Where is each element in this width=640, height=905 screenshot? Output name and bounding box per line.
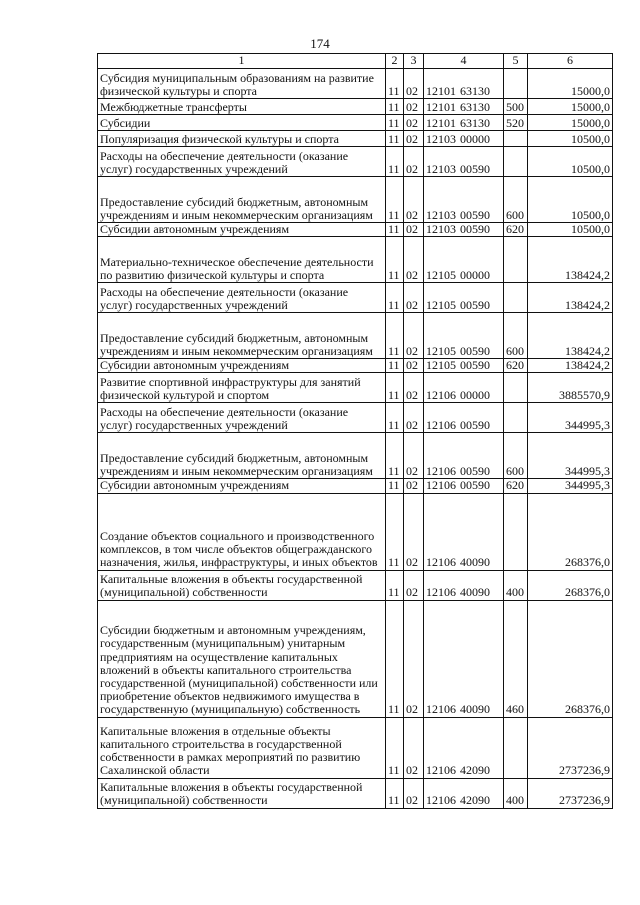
row-subsection-code: 02 bbox=[404, 99, 424, 115]
row-target-article bbox=[424, 433, 504, 479]
row-description: Популяризация физической культуры и спорта bbox=[98, 131, 386, 147]
target-article-program: 12106 bbox=[426, 464, 456, 479]
row-description: Капитальные вложения в отдельные объекты капитального строительства в государственной собственности в рамках мероприятий по развитию Сахалинской области bbox=[98, 717, 386, 778]
row-target-article bbox=[424, 570, 504, 600]
row-description: Расходы на обеспечение деятельности (оказание услуг) государственных учреждений bbox=[98, 147, 386, 177]
row-expense-type: 460 bbox=[504, 600, 528, 717]
row-amount: 268376,0 bbox=[528, 493, 613, 570]
target-article-direction: 00590 bbox=[460, 298, 490, 312]
table-row bbox=[98, 373, 613, 403]
target-article-direction: 40090 bbox=[460, 702, 490, 717]
column-header-2: 2 bbox=[386, 54, 404, 69]
row-target-article bbox=[424, 778, 504, 808]
row-expense-type: 400 bbox=[504, 778, 528, 808]
table-row bbox=[98, 131, 613, 147]
row-amount: 138424,2 bbox=[528, 237, 613, 283]
target-article-program: 12106 bbox=[426, 388, 456, 403]
row-amount: 138424,2 bbox=[528, 283, 613, 313]
row-section-code: 11 bbox=[386, 493, 404, 570]
row-section-code: 11 bbox=[386, 115, 404, 131]
row-expense-type bbox=[504, 493, 528, 570]
row-description: Субсидии автономным учреждениям bbox=[98, 479, 386, 493]
target-article-program: 12101 bbox=[426, 83, 456, 98]
row-amount: 268376,0 bbox=[528, 570, 613, 600]
table-row bbox=[98, 717, 613, 778]
row-section-code: 11 bbox=[386, 177, 404, 223]
row-amount: 10500,0 bbox=[528, 223, 613, 237]
row-description: Развитие спортивной инфраструктуры для занятий физической культурой и спортом bbox=[98, 373, 386, 403]
target-article-direction: 00590 bbox=[460, 358, 490, 373]
row-target-article bbox=[424, 237, 504, 283]
row-section-code: 11 bbox=[386, 433, 404, 479]
row-amount: 15000,0 bbox=[528, 69, 613, 99]
row-subsection-code: 02 bbox=[404, 283, 424, 313]
row-description: Создание объектов социального и производственного комплексов, в том числе объектов общегражданского назначения, жилья, инфраструктуры, и иных объектов bbox=[98, 493, 386, 570]
row-expense-type: 600 bbox=[504, 433, 528, 479]
row-target-article bbox=[424, 493, 504, 570]
row-section-code: 11 bbox=[386, 359, 404, 373]
row-amount: 10500,0 bbox=[528, 177, 613, 223]
target-article-direction: 00590 bbox=[460, 344, 490, 358]
column-header-6: 6 bbox=[528, 54, 613, 69]
target-article-direction: 40090 bbox=[460, 555, 490, 570]
row-subsection-code: 02 bbox=[404, 147, 424, 177]
page-number: 174 bbox=[310, 36, 330, 51]
column-header-4: 4 bbox=[424, 54, 504, 69]
row-target-article bbox=[424, 717, 504, 778]
row-subsection-code: 02 bbox=[404, 359, 424, 373]
table-body bbox=[98, 69, 613, 809]
table-row bbox=[98, 223, 613, 237]
row-section-code: 11 bbox=[386, 99, 404, 115]
row-expense-type bbox=[504, 69, 528, 99]
row-expense-type bbox=[504, 283, 528, 313]
row-expense-type: 520 bbox=[504, 115, 528, 131]
target-article-program: 12101 bbox=[426, 99, 456, 114]
row-subsection-code: 02 bbox=[404, 373, 424, 403]
row-expense-type: 500 bbox=[504, 99, 528, 115]
table-row bbox=[98, 177, 613, 223]
target-article-program: 12106 bbox=[426, 585, 456, 600]
row-subsection-code: 02 bbox=[404, 69, 424, 99]
table-row bbox=[98, 283, 613, 313]
row-expense-type: 400 bbox=[504, 570, 528, 600]
row-subsection-code: 02 bbox=[404, 778, 424, 808]
row-section-code: 11 bbox=[386, 778, 404, 808]
row-target-article bbox=[424, 69, 504, 99]
target-article-program: 12105 bbox=[426, 268, 456, 282]
target-article-direction: 42090 bbox=[460, 763, 490, 778]
table-row bbox=[98, 433, 613, 479]
row-target-article bbox=[424, 403, 504, 433]
table-row bbox=[98, 359, 613, 373]
target-article-program: 12103 bbox=[426, 207, 456, 222]
target-article-program: 12103 bbox=[426, 222, 456, 236]
target-article-program: 12103 bbox=[426, 131, 456, 146]
row-section-code: 11 bbox=[386, 69, 404, 99]
row-expense-type bbox=[504, 147, 528, 177]
target-article-program: 12103 bbox=[426, 161, 456, 176]
row-expense-type: 620 bbox=[504, 359, 528, 373]
target-article-direction: 00590 bbox=[460, 478, 490, 493]
row-target-article bbox=[424, 115, 504, 131]
table-row bbox=[98, 69, 613, 99]
row-target-article bbox=[424, 283, 504, 313]
row-target-article bbox=[424, 373, 504, 403]
row-subsection-code: 02 bbox=[404, 403, 424, 433]
row-amount: 344995,3 bbox=[528, 433, 613, 479]
target-article-direction: 42090 bbox=[460, 793, 490, 808]
row-description: Субсидии bbox=[98, 115, 386, 131]
row-description: Межбюджетные трансферты bbox=[98, 99, 386, 115]
row-section-code: 11 bbox=[386, 479, 404, 493]
row-expense-type bbox=[504, 403, 528, 433]
table-row bbox=[98, 600, 613, 717]
row-description: Предоставление субсидий бюджетным, автономным учреждениям и иным некоммерческим организациям bbox=[98, 313, 386, 359]
target-article-direction: 00590 bbox=[460, 464, 490, 479]
target-article-direction: 63130 bbox=[460, 115, 490, 130]
row-target-article bbox=[424, 600, 504, 717]
target-article-program: 12106 bbox=[426, 478, 456, 493]
table-row bbox=[98, 479, 613, 493]
target-article-program: 12105 bbox=[426, 344, 456, 358]
row-section-code: 11 bbox=[386, 600, 404, 717]
row-description: Предоставление субсидий бюджетным, автономным учреждениям и иным некоммерческим организациям bbox=[98, 433, 386, 479]
row-subsection-code: 02 bbox=[404, 223, 424, 237]
header-row bbox=[98, 54, 613, 69]
target-article-program: 12106 bbox=[426, 793, 456, 808]
column-header-3: 3 bbox=[404, 54, 424, 69]
target-article-program: 12101 bbox=[426, 115, 456, 130]
target-article-direction: 00590 bbox=[460, 207, 490, 222]
row-subsection-code: 02 bbox=[404, 313, 424, 359]
target-article-direction: 00590 bbox=[460, 418, 490, 433]
row-description: Предоставление субсидий бюджетным, автономным учреждениям и иным некоммерческим организациям bbox=[98, 177, 386, 223]
row-section-code: 11 bbox=[386, 131, 404, 147]
row-description: Субсидии автономным учреждениям bbox=[98, 223, 386, 237]
row-description: Субсидия муниципальным образованиям на развитие физической культуры и спорта bbox=[98, 69, 386, 99]
row-amount: 2737236,9 bbox=[528, 778, 613, 808]
row-target-article bbox=[424, 359, 504, 373]
target-article-program: 12105 bbox=[426, 358, 456, 373]
budget-table bbox=[97, 53, 613, 809]
row-amount: 268376,0 bbox=[528, 600, 613, 717]
column-header-1: 1 bbox=[98, 54, 386, 69]
row-section-code: 11 bbox=[386, 570, 404, 600]
row-target-article bbox=[424, 99, 504, 115]
row-amount: 138424,2 bbox=[528, 313, 613, 359]
row-amount: 15000,0 bbox=[528, 115, 613, 131]
row-expense-type bbox=[504, 373, 528, 403]
target-article-program: 12106 bbox=[426, 763, 456, 778]
row-amount: 10500,0 bbox=[528, 147, 613, 177]
target-article-direction: 00590 bbox=[460, 222, 490, 236]
row-expense-type: 600 bbox=[504, 177, 528, 223]
row-description: Расходы на обеспечение деятельности (оказание услуг) государственных учреждений bbox=[98, 283, 386, 313]
row-amount: 2737236,9 bbox=[528, 717, 613, 778]
target-article-program: 12106 bbox=[426, 555, 456, 570]
row-section-code: 11 bbox=[386, 403, 404, 433]
target-article-program: 12106 bbox=[426, 702, 456, 717]
table-row bbox=[98, 493, 613, 570]
row-amount: 10500,0 bbox=[528, 131, 613, 147]
row-section-code: 11 bbox=[386, 373, 404, 403]
target-article-direction: 63130 bbox=[460, 83, 490, 98]
row-target-article bbox=[424, 479, 504, 493]
row-section-code: 11 bbox=[386, 717, 404, 778]
row-subsection-code: 02 bbox=[404, 177, 424, 223]
target-article-direction: 00000 bbox=[460, 131, 490, 146]
table-row bbox=[98, 778, 613, 808]
row-target-article bbox=[424, 131, 504, 147]
row-description: Капитальные вложения в объекты государственной (муниципальной) собственности bbox=[98, 778, 386, 808]
target-article-direction: 63130 bbox=[460, 99, 490, 114]
row-expense-type bbox=[504, 717, 528, 778]
column-header-5: 5 bbox=[504, 54, 528, 69]
row-expense-type: 620 bbox=[504, 223, 528, 237]
table-row bbox=[98, 147, 613, 177]
table-row bbox=[98, 99, 613, 115]
target-article-program: 12106 bbox=[426, 418, 456, 433]
target-article-program: 12105 bbox=[426, 298, 456, 312]
row-description: Субсидии бюджетным и автономным учреждениям, государственным (муниципальным) унитарным предприятиям на осуществление капитальных вложений в объекты капитального строительства государственной (муниципальной) собственности или приобретение объектов недвижимого имущества в государственную (муниципальную) собственность bbox=[98, 600, 386, 717]
row-amount: 3885570,9 bbox=[528, 373, 613, 403]
row-subsection-code: 02 bbox=[404, 479, 424, 493]
row-description: Материально-техническое обеспечение деятельности по развитию физической культуры и спорта bbox=[98, 237, 386, 283]
row-section-code: 11 bbox=[386, 147, 404, 177]
row-section-code: 11 bbox=[386, 283, 404, 313]
row-amount: 344995,3 bbox=[528, 479, 613, 493]
row-section-code: 11 bbox=[386, 237, 404, 283]
row-subsection-code: 02 bbox=[404, 115, 424, 131]
row-subsection-code: 02 bbox=[404, 237, 424, 283]
table-row bbox=[98, 313, 613, 359]
target-article-direction: 00000 bbox=[460, 268, 490, 282]
row-target-article bbox=[424, 313, 504, 359]
row-subsection-code: 02 bbox=[404, 493, 424, 570]
table-row bbox=[98, 115, 613, 131]
row-section-code: 11 bbox=[386, 313, 404, 359]
row-description: Субсидии автономным учреждениям bbox=[98, 359, 386, 373]
row-expense-type bbox=[504, 131, 528, 147]
row-expense-type: 620 bbox=[504, 479, 528, 493]
row-target-article bbox=[424, 223, 504, 237]
row-section-code: 11 bbox=[386, 223, 404, 237]
target-article-direction: 00590 bbox=[460, 161, 490, 176]
table-row bbox=[98, 403, 613, 433]
row-amount: 15000,0 bbox=[528, 99, 613, 115]
row-subsection-code: 02 bbox=[404, 433, 424, 479]
row-subsection-code: 02 bbox=[404, 600, 424, 717]
target-article-direction: 40090 bbox=[460, 585, 490, 600]
row-target-article bbox=[424, 177, 504, 223]
row-amount: 344995,3 bbox=[528, 403, 613, 433]
table-row bbox=[98, 570, 613, 600]
row-subsection-code: 02 bbox=[404, 717, 424, 778]
row-subsection-code: 02 bbox=[404, 131, 424, 147]
row-description: Расходы на обеспечение деятельности (оказание услуг) государственных учреждений bbox=[98, 403, 386, 433]
table-row bbox=[98, 237, 613, 283]
row-expense-type: 600 bbox=[504, 313, 528, 359]
row-description: Капитальные вложения в объекты государственной (муниципальной) собственности bbox=[98, 570, 386, 600]
row-subsection-code: 02 bbox=[404, 570, 424, 600]
row-amount: 138424,2 bbox=[528, 359, 613, 373]
row-target-article bbox=[424, 147, 504, 177]
target-article-direction: 00000 bbox=[460, 388, 490, 403]
row-expense-type bbox=[504, 237, 528, 283]
